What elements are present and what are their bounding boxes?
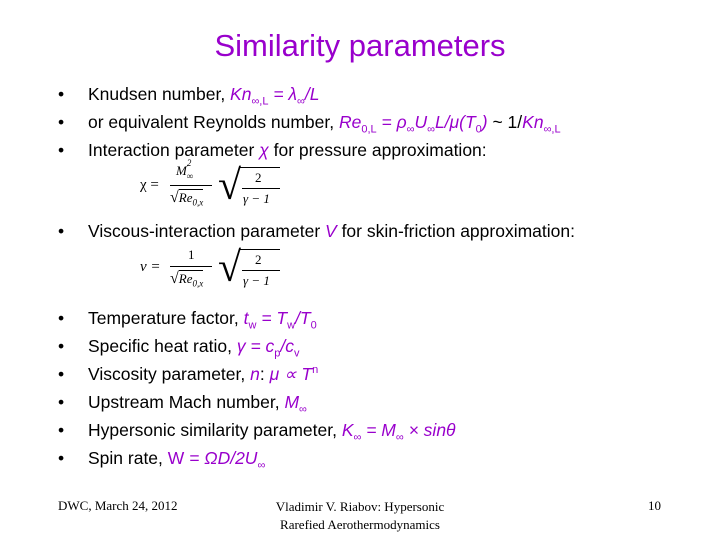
bullet-text-segment: : xyxy=(259,364,270,384)
bullet-dot: • xyxy=(58,392,65,412)
variable-text: = ΩD/2U xyxy=(184,448,258,468)
bullet-dot: • xyxy=(58,364,65,384)
bullet-dot: • xyxy=(58,112,65,132)
footer-author-line1: Vladimir V. Riabov: Hypersonic xyxy=(275,499,445,514)
variable-text: ∞ xyxy=(297,95,305,108)
bullet-dot: • xyxy=(58,420,65,440)
slide-title: Similarity parameters xyxy=(214,28,506,63)
variable-text: ∞ xyxy=(299,403,307,416)
bullet-text xyxy=(88,364,318,385)
variable-text: Kn xyxy=(522,112,544,132)
variable-text: V xyxy=(325,221,337,241)
variable-text: M xyxy=(284,392,300,412)
v-rad-num: 2 xyxy=(255,252,262,267)
v-fraction-bar xyxy=(170,266,212,267)
variable-text: ∞ xyxy=(395,431,404,444)
variable-text: p xyxy=(274,347,281,360)
bullet-dot: • xyxy=(58,140,65,160)
bullet-text xyxy=(88,221,575,242)
variable-text: 0 xyxy=(310,319,317,332)
variable-text: t xyxy=(243,308,249,328)
variable-text: 0,L xyxy=(361,123,377,136)
bullet-text-segment: Viscosity parameter, xyxy=(88,364,251,384)
bullet-text xyxy=(88,336,300,360)
variable-text: /T xyxy=(295,308,311,328)
variable-text: Kn xyxy=(230,84,252,104)
bullet-text-segment: Interaction parameter xyxy=(88,140,260,160)
bullet-text xyxy=(88,112,561,136)
bullet-text-segment: Upstream Mach number, xyxy=(88,392,285,412)
variable-text: μ ∝ T xyxy=(269,364,313,384)
bullet-text-segment: Viscous-interaction parameter xyxy=(88,221,326,241)
bullet-text-segment: Spin rate, xyxy=(88,448,168,468)
bullet-text-segment: for skin-friction approximation: xyxy=(336,221,575,241)
v-den: $√Re_{0,x}$ xyxy=(170,270,204,289)
v-rad-den: γ − 1 xyxy=(243,273,270,288)
chi-rad-bar xyxy=(242,188,280,189)
bullet-dot: • xyxy=(58,336,65,356)
bullet-text-segment: Temperature factor, xyxy=(88,308,244,328)
chi-radical-bar xyxy=(240,167,280,168)
bullet-text xyxy=(88,308,317,332)
variable-text: χ xyxy=(259,140,269,160)
chi-rad-num: 2 xyxy=(255,170,262,185)
variable-text: W xyxy=(167,448,185,468)
chi-num xyxy=(176,158,194,181)
v-radical: √ xyxy=(218,245,242,291)
variable-text: ∞ xyxy=(406,123,415,136)
variable-text: L/μ(T xyxy=(434,112,476,132)
footer-author xyxy=(250,498,470,534)
variable-text: 0 xyxy=(475,123,482,136)
variable-text: ∞,L xyxy=(543,123,561,136)
bullet-text-segment: Knudsen number, xyxy=(88,84,231,104)
bullet-dot: • xyxy=(58,84,65,104)
footer-page-number: 10 xyxy=(648,498,661,513)
v-radical-bar xyxy=(240,249,280,250)
variable-text: Re xyxy=(338,112,362,132)
bullet-text-segment: Specific heat ratio, xyxy=(88,336,237,356)
variable-text: w xyxy=(287,319,296,332)
variable-text: = λ xyxy=(268,84,298,104)
chi-den: $√Re_{0,x}$ xyxy=(170,189,204,208)
variable-text: w xyxy=(248,319,257,332)
variable-text: ∞ xyxy=(353,431,362,444)
v-formula xyxy=(140,247,280,299)
bullet-text xyxy=(88,448,265,472)
chi-num-sub: ∞ xyxy=(186,171,194,181)
v-lhs: v = xyxy=(140,259,161,275)
variable-text: v xyxy=(294,347,300,360)
bullet-text-segment: ~ 1/ xyxy=(487,112,523,132)
chi-radical: √ xyxy=(218,163,242,209)
variable-text: ) xyxy=(481,112,488,132)
bullet-dot: • xyxy=(58,308,65,328)
variable-text: K xyxy=(341,420,354,440)
variable-text: /c xyxy=(280,336,295,356)
variable-text: /L xyxy=(304,84,320,104)
bullet-text xyxy=(88,84,319,108)
variable-text: U xyxy=(414,112,428,132)
chi-lhs: χ = xyxy=(140,177,159,193)
bullet-dot: • xyxy=(58,448,65,468)
bullet-text-segment: Hypersonic similarity parameter, xyxy=(88,420,342,440)
variable-text: ∞ xyxy=(427,123,435,136)
footer-date: DWC, March 24, 2012 xyxy=(58,498,178,513)
chi-fraction-bar xyxy=(170,185,212,186)
bullet-text xyxy=(88,140,487,161)
v-num: 1 xyxy=(188,247,195,262)
variable-text: = ρ xyxy=(376,112,407,132)
variable-text: × sinθ xyxy=(403,420,456,440)
variable-text: ∞ xyxy=(257,459,266,472)
bullet-dot: • xyxy=(58,221,65,241)
chi-num-base: M xyxy=(176,163,187,178)
variable-text: ∞,L xyxy=(251,95,269,108)
bullet-text-segment: for pressure approximation: xyxy=(268,140,487,160)
variable-text: = M xyxy=(361,420,396,440)
bullet-text xyxy=(88,420,456,444)
footer-author-line2: Rarefied Aerothermodynamics xyxy=(280,517,440,532)
bullet-text-segment: or equivalent Reynolds number, xyxy=(88,112,339,132)
variable-text: n xyxy=(312,364,319,377)
chi-rad-den: γ − 1 xyxy=(243,191,270,206)
chi-num-sup: 2 xyxy=(186,158,192,168)
v-rad-bar xyxy=(242,270,280,271)
bullet-text xyxy=(88,392,307,416)
variable-text: γ = c xyxy=(236,336,275,356)
chi-formula xyxy=(140,158,280,215)
variable-text: = T xyxy=(256,308,288,328)
variable-text: n xyxy=(250,364,260,384)
